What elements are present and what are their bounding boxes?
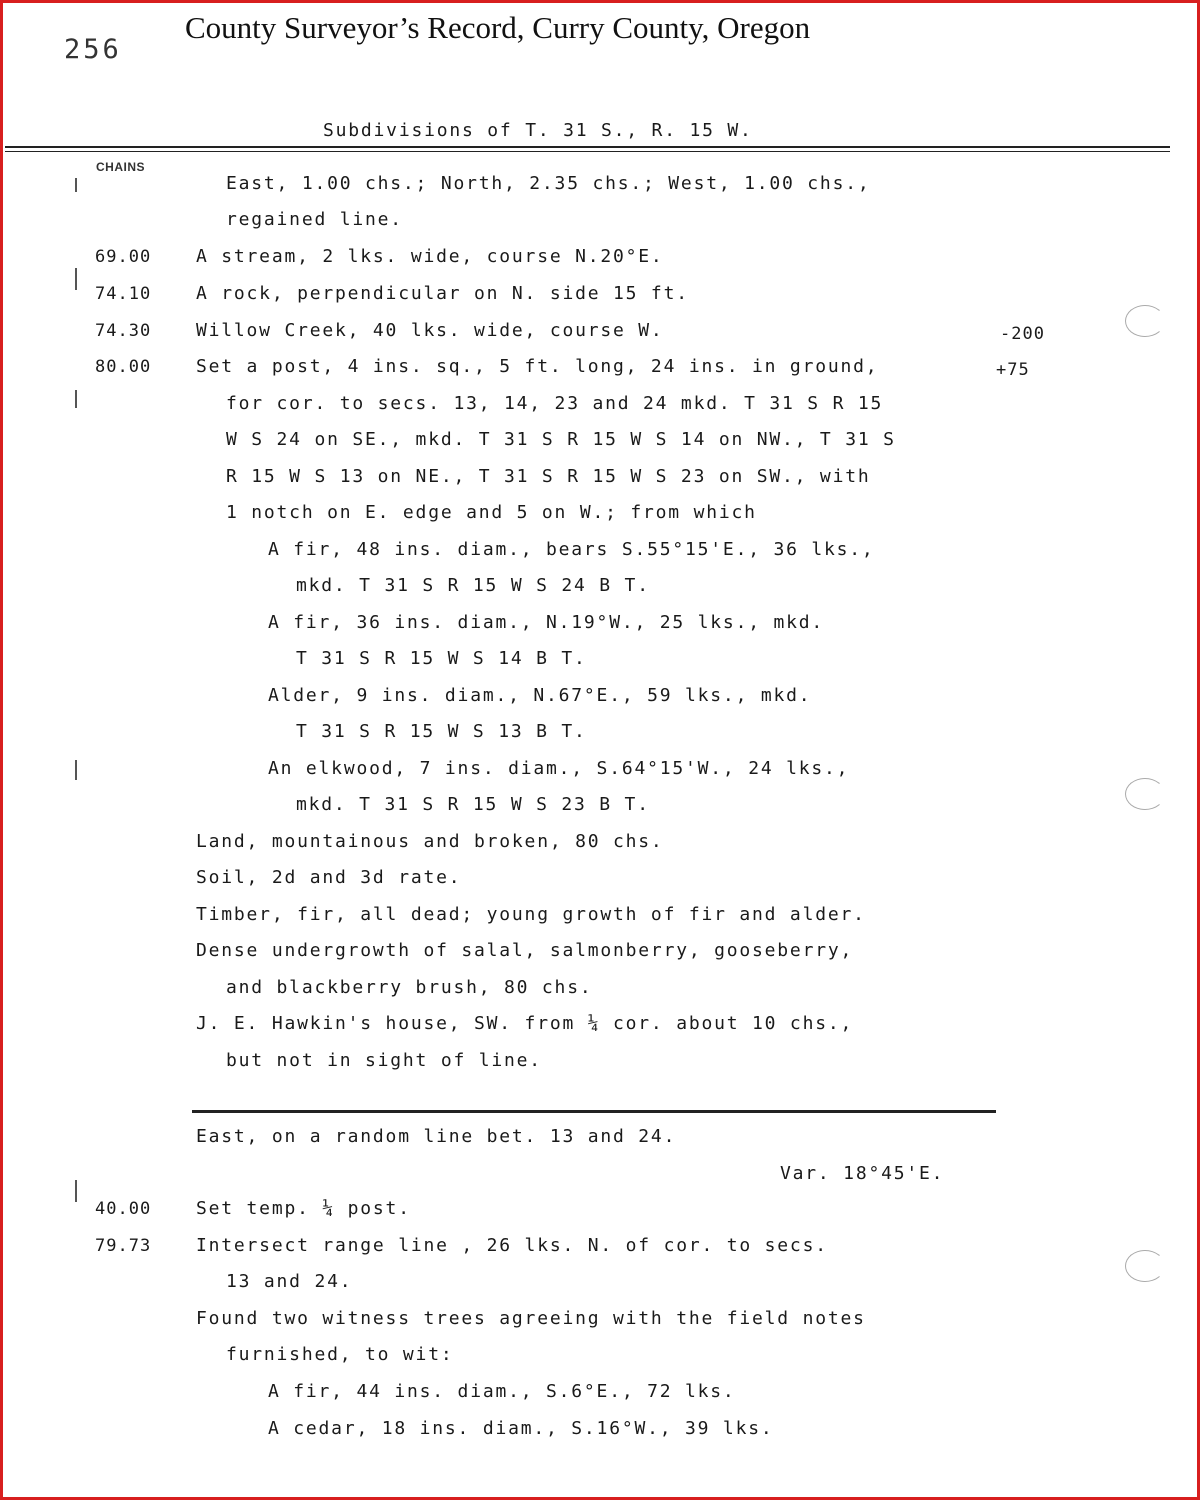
note-line [0,1198,1100,1234]
note-text: An elkwood, 7 ins. diam., S.64°15'W., 24 lks., [268,758,850,779]
note-text: Land, mountainous and broken, 80 chs. [196,831,664,852]
note-line [0,794,1100,830]
note-text: but not in sight of line. [226,1050,542,1071]
note-line [0,685,1100,721]
note-text: A cedar, 18 ins. diam., S.16°W., 39 lks. [268,1418,774,1439]
note-line [0,1271,1100,1307]
note-line [0,1050,1100,1086]
note-text: W S 24 on SE., mkd. T 31 S R 15 W S 14 on NW., T 31 S [226,429,896,450]
note-text: 13 and 24. [226,1271,353,1292]
punch-hole-mark [1125,305,1165,337]
note-text: Intersect range line , 26 lks. N. of cor. to secs. [196,1235,828,1256]
note-text: mkd. T 31 S R 15 W S 24 B T. [296,575,650,596]
note-line [0,209,1100,245]
note-line [0,612,1100,648]
note-line [0,173,1100,209]
note-text: for cor. to secs. 13, 14, 23 and 24 mkd. T 31 S R 15 [226,393,884,414]
note-text: Willow Creek, 40 lks. wide, course W. [196,320,664,341]
note-text: A fir, 44 ins. diam., S.6°E., 72 lks. [268,1381,736,1402]
note-line [0,758,1100,794]
section-subtitle: Subdivisions of T. 31 S., R. 15 W. [323,120,753,141]
note-line [0,1126,1100,1162]
note-text: regained line. [226,209,403,230]
note-text: T 31 S R 15 W S 14 B T. [296,648,587,669]
note-line [0,246,1100,282]
note-line [0,466,1100,502]
note-text: R 15 W S 13 on NE., T 31 S R 15 W S 23 on SW., with [226,466,871,487]
note-line [0,940,1100,976]
note-text: J. E. Hawkin's house, SW. from ¼ cor. about 10 chs., [196,1013,854,1034]
note-text: mkd. T 31 S R 15 W S 23 B T. [296,794,650,815]
note-text: East, on a random line bet. 13 and 24. [196,1126,677,1147]
punch-hole-mark [1125,778,1165,810]
note-line [0,904,1100,940]
note-text: Alder, 9 ins. diam., N.67°E., 59 lks., mkd. [268,685,812,706]
chain-distance: 69.00 [95,247,152,267]
section-divider [192,1110,996,1113]
header-rule-top [5,146,1170,148]
note-line [0,502,1100,538]
chains-column-head: CHAINS [96,160,146,174]
note-text: furnished, to wit: [226,1344,454,1365]
note-line [0,1308,1100,1344]
note-text: East, 1.00 chs.; North, 2.35 chs.; West, 1.00 chs., [226,173,871,194]
note-line [0,1013,1100,1049]
note-text: Set temp. ¼ post. [196,1198,411,1219]
note-text: Soil, 2d and 3d rate. [196,867,462,888]
note-line [0,356,1100,392]
note-line [0,393,1100,429]
note-text: and blackberry brush, 80 chs. [226,977,593,998]
margin-note: +75 [996,360,1030,380]
note-text: Found two witness trees agreeing with the field notes [196,1308,866,1329]
note-line [0,539,1100,575]
record-title: County Surveyor’s Record, Curry County, Oregon [185,10,811,45]
note-line [0,1344,1100,1380]
note-text: A rock, perpendicular on N. side 15 ft. [196,283,689,304]
note-line [0,977,1100,1013]
header-rule-bottom [5,151,1170,152]
note-line [0,831,1100,867]
note-text: 1 notch on E. edge and 5 on W.; from which [226,502,757,523]
note-line [0,721,1100,757]
note-line [0,429,1100,465]
note-text: Var. 18°45'E. [780,1163,945,1184]
note-line [0,320,1100,356]
page-number: 256 [64,34,122,65]
note-text: T 31 S R 15 W S 13 B T. [296,721,587,742]
note-text: A fir, 36 ins. diam., N.19°W., 25 lks., mkd. [268,612,825,633]
note-text: A stream, 2 lks. wide, course N.20°E. [196,246,664,267]
note-text: Dense undergrowth of salal, salmonberry, gooseberry, [196,940,854,961]
chain-distance: 79.73 [95,1236,152,1256]
note-text: A fir, 48 ins. diam., bears S.55°15'E., 36 lks., [268,539,875,560]
note-text: Set a post, 4 ins. sq., 5 ft. long, 24 ins. in ground, [196,356,879,377]
margin-note: -200 [1000,324,1045,344]
note-line [0,648,1100,684]
note-line [0,1418,1100,1454]
chain-distance: 80.00 [95,357,152,377]
note-line [0,1235,1100,1271]
chain-distance: 74.10 [95,284,152,304]
note-line [0,1381,1100,1417]
note-line [0,867,1100,903]
punch-hole-mark [1125,1250,1165,1282]
chain-distance: 40.00 [95,1199,152,1219]
note-line [0,283,1100,319]
chain-distance: 74.30 [95,321,152,341]
note-text: Timber, fir, all dead; young growth of fir and alder. [196,904,866,925]
note-line [0,1163,1100,1199]
note-line [0,575,1100,611]
